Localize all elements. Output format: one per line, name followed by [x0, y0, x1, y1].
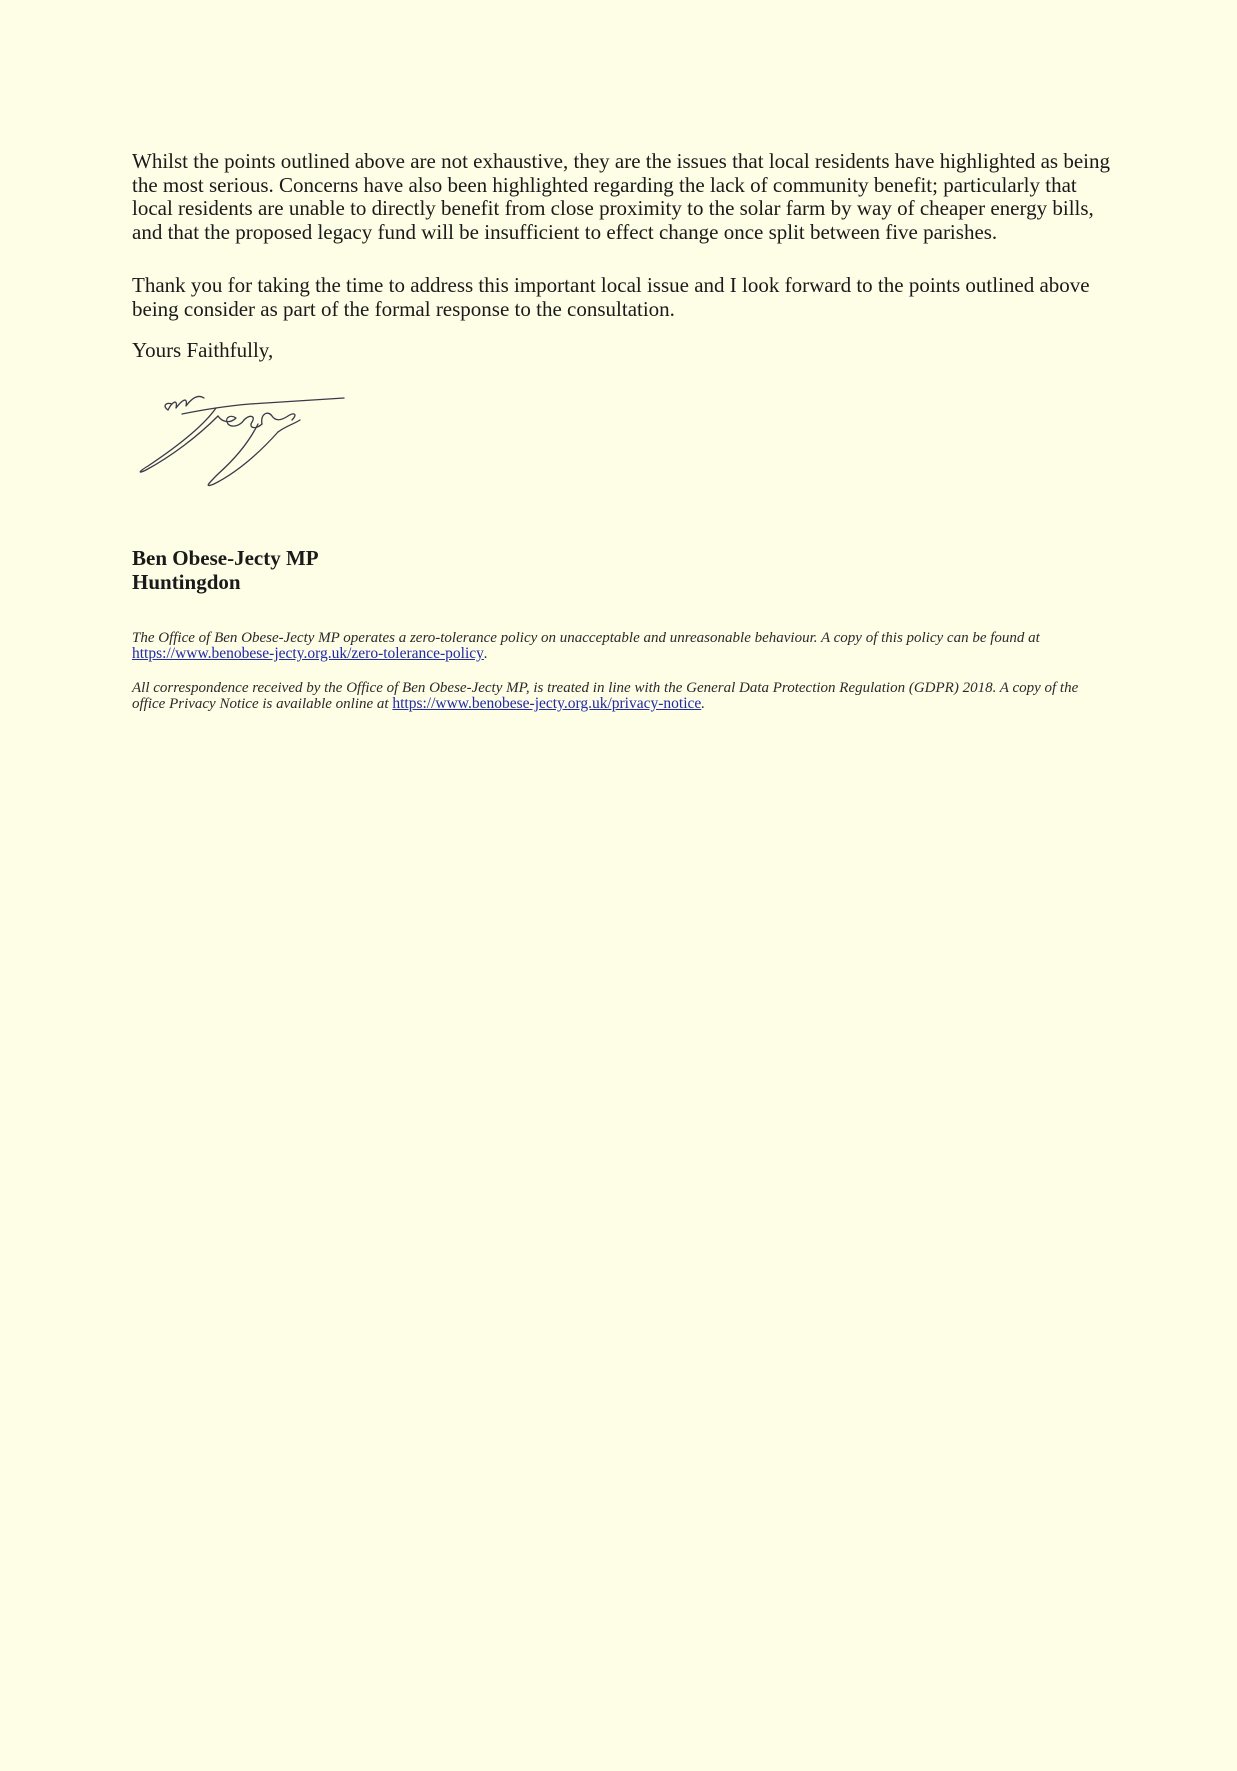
- signatory-constituency: Huntingdon: [132, 570, 241, 594]
- body-paragraph-concerns: Whilst the points outlined above are not exhaustive, they are the issues that local residents have highlighted as being the most serious. Concerns have also been highlighted regarding the lack of community benefit; particularly that local residents are unable to directly benefit from close proximity to the solar farm by way of cheaper energy bills, and that the proposed legacy fund will be insufficient to effect change once split between five parishes.: [132, 149, 1110, 244]
- zero-tolerance-note: [132, 630, 1112, 662]
- zero-tolerance-policy-link[interactable]: https://www.benobese-jecty.org.uk/zero-tolerance-policy: [132, 645, 484, 662]
- body-paragraph-thanks: Thank you for taking the time to address this important local issue and I look forward to the points outlined above being consider as part of the formal response to the consultation.: [132, 273, 1090, 321]
- signatory-name: Ben Obese-Jecty MP: [132, 546, 319, 570]
- zero-tolerance-note-text: The Office of Ben Obese-Jecty MP operates a zero-tolerance policy on unacceptable and unreasonable behaviour. A copy of this policy can be found at: [132, 630, 1040, 646]
- signatory-block: [132, 546, 1112, 594]
- closing-salutation: Yours Faithfully,: [132, 338, 274, 362]
- privacy-note-text: All correspondence received by the Office of Ben Obese-Jecty MP, is treated in line with the General Data Protection Regulation (GDPR) 2018. A copy of the office Privacy Notice is available online at: [132, 680, 1079, 712]
- privacy-note-end: .: [701, 696, 706, 712]
- privacy-note: [132, 680, 1112, 712]
- zero-tolerance-note-end: .: [483, 646, 488, 662]
- privacy-notice-link[interactable]: https://www.benobese-jecty.org.uk/privacy-notice: [392, 695, 702, 712]
- footer-notes: [132, 630, 1112, 712]
- handwritten-signature: [132, 380, 382, 495]
- letter-page: [132, 150, 1112, 712]
